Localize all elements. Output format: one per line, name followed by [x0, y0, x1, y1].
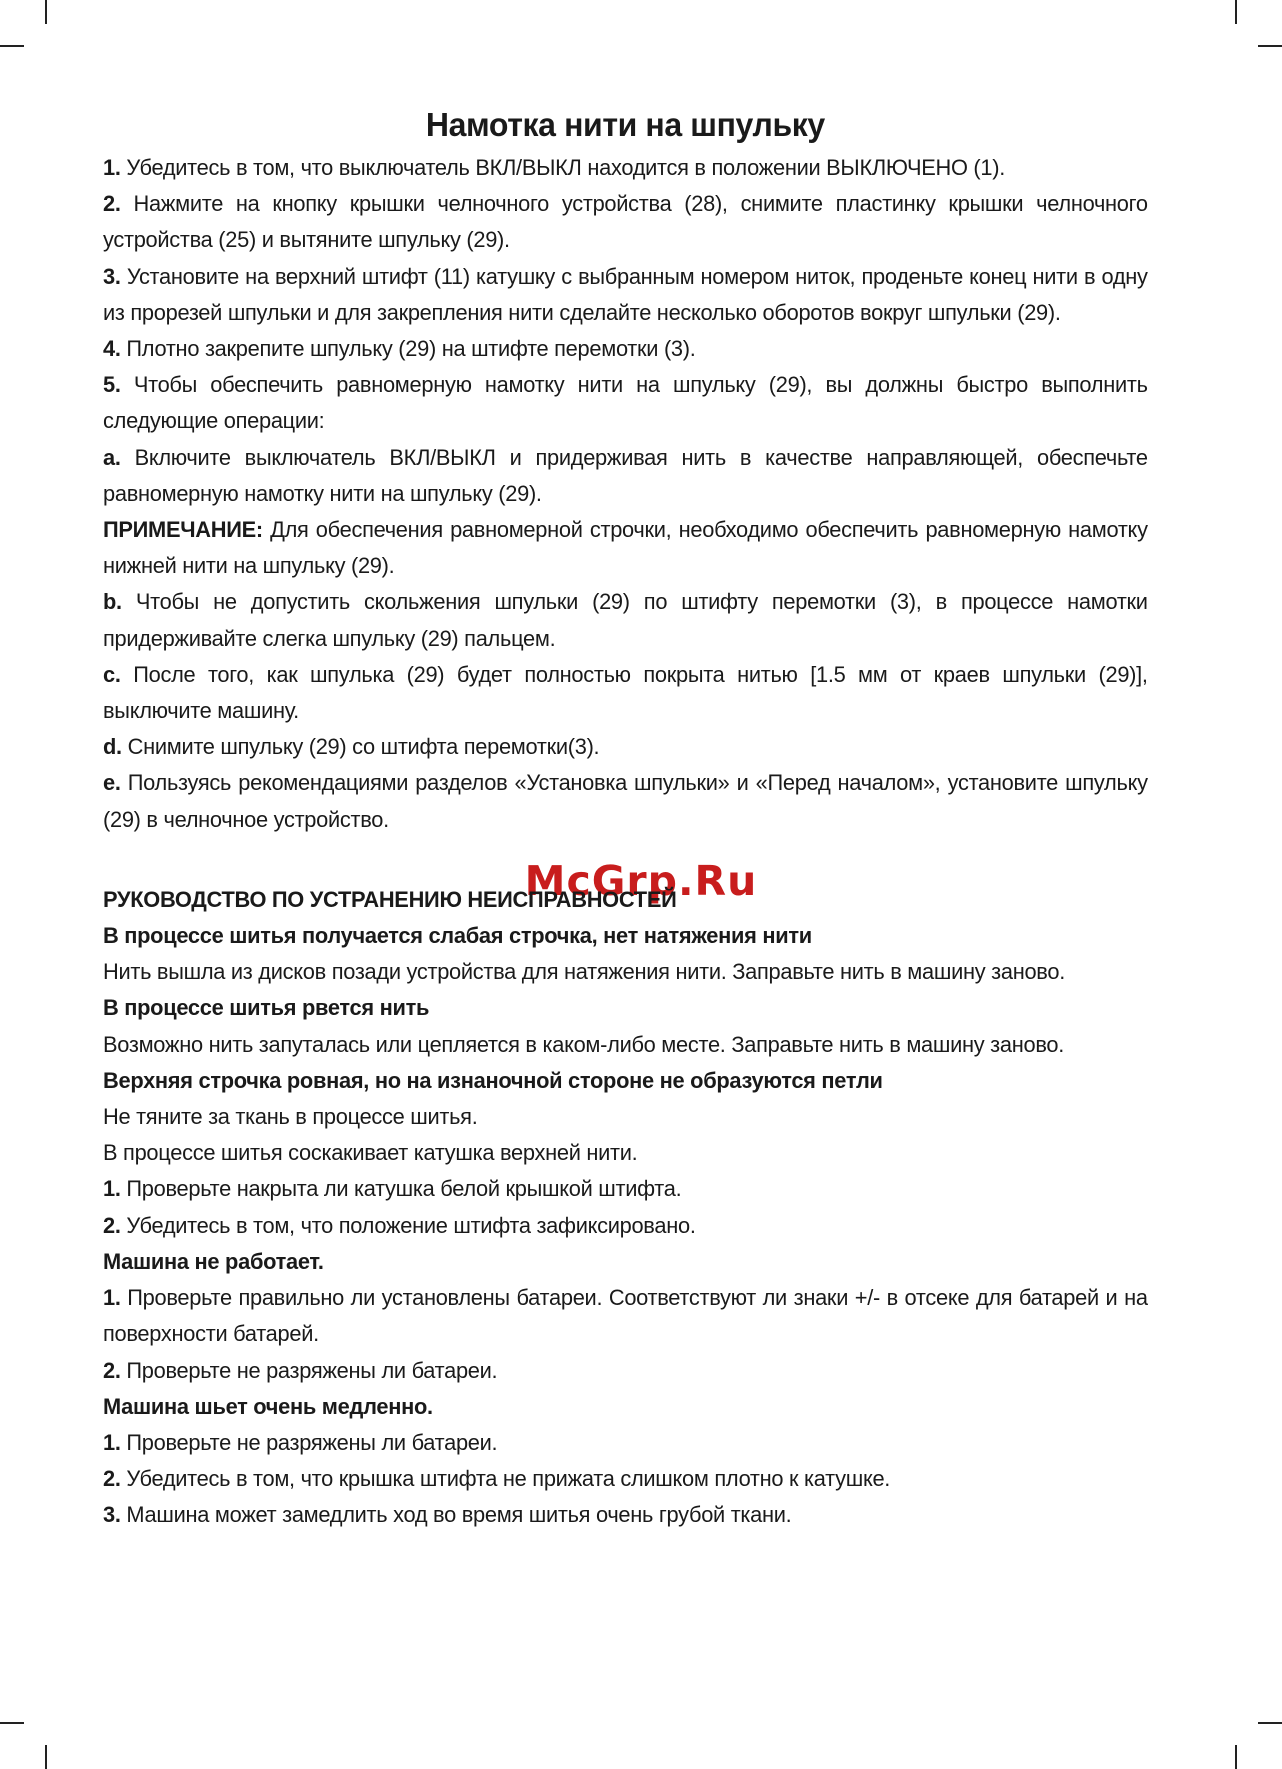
crop-mark — [1258, 45, 1282, 47]
issue-text: Не тяните за ткань в процессе шитья. — [103, 1104, 478, 1130]
item-number: 1. — [103, 155, 121, 180]
bobbin-steps — [103, 150, 1148, 512]
item-text: Пользуясь рекомендациями разделов «Установка шпульки» и «Перед началом», установите шпульку (29) в челночное устройство. — [103, 770, 1148, 832]
watermark: McGrp.Ru — [524, 857, 758, 905]
item-text: Нажмите на кнопку крышки челночного устройства (28), снимите пластинку крышки челночного устройства (25) и вытяните шпульку (29). — [103, 191, 1148, 253]
numbered-item — [103, 1497, 1148, 1533]
crop-mark — [1235, 1745, 1237, 1769]
numbered-item — [103, 1208, 1148, 1244]
issue-text: В процессе шитья соскакивает катушка верхней нити. — [103, 1140, 638, 1166]
numbered-item — [103, 729, 1148, 765]
item-number: a. — [103, 444, 121, 470]
crop-mark — [45, 1745, 47, 1769]
item-text: Чтобы обеспечить равномерную намотку нити на шпульку (29), вы должны быстро выполнить следующие операции: — [103, 372, 1148, 434]
numbered-item — [103, 1280, 1148, 1352]
item-text: Проверьте накрыта ли катушка белой крышкой штифта. — [120, 1176, 682, 1202]
crop-mark — [0, 45, 24, 47]
item-text: Установите на верхний штифт (11) катушку с выбранным номером ниток, проденьте конец нити в одну из прорезей шпульки и для закрепления нити сделайте несколько оборотов вокруг шпульки (29). — [103, 263, 1148, 325]
section-title: РУКОВОДСТВО ПО УСТРАНЕНИЮ НЕИСПРАВНОСТЕЙ — [103, 886, 677, 912]
note-text: Для обеспечения равномерной строчки, необходимо обеспечить равномерную намотку нижней нити на шпульку (29). — [103, 517, 1148, 579]
item-number: 3. — [103, 263, 121, 289]
item-number: 2. — [103, 1212, 121, 1238]
issue-steps — [103, 1425, 1148, 1534]
item-number: 1. — [103, 1176, 121, 1202]
item-text: Включите выключатель ВКЛ/ВЫКЛ и придерживая нить в качестве направляющей, обеспечьте равномерную намотку нити на шпульку (29). — [103, 444, 1148, 506]
item-number: 2. — [103, 1357, 121, 1383]
crop-mark — [1258, 1722, 1282, 1724]
issue-text: Возможно нить запуталась или цепляется в каком-либо месте. Заправьте нить в машину заново. — [103, 1031, 1065, 1057]
numbered-item — [103, 1353, 1148, 1389]
crop-mark — [1235, 0, 1237, 24]
numbered-item — [103, 765, 1148, 837]
item-number: d. — [103, 734, 122, 760]
issue-heading: В процессе шитья получается слабая строчка, нет натяжения нити — [103, 923, 812, 949]
numbered-item — [103, 331, 1148, 367]
page-title: Намотка нити на шпульку — [425, 106, 825, 143]
item-number: 1. — [103, 1429, 121, 1455]
document-body — [103, 100, 1148, 1534]
item-number: 2. — [103, 191, 121, 217]
issue-heading: Машина не работает. — [103, 1248, 324, 1274]
issue-steps — [103, 1280, 1148, 1389]
item-text: Убедитесь в том, что крышка штифта не прижата слишком плотно к катушке. — [120, 1466, 891, 1492]
issue-heading: Верхняя строчка ровная, но на изнаночной стороне не образуются петли — [103, 1067, 883, 1093]
numbered-item — [103, 1425, 1148, 1461]
item-number: 1. — [103, 1285, 121, 1311]
numbered-item — [103, 259, 1148, 331]
numbered-item — [103, 584, 1148, 656]
item-number: 2. — [103, 1466, 121, 1492]
issue-steps — [103, 1171, 1148, 1243]
numbered-item — [103, 1171, 1148, 1207]
item-text: Снимите шпульку (29) со штифта перемотки(3). — [121, 734, 600, 760]
item-number: e. — [103, 770, 121, 796]
item-text: Чтобы не допустить скольжения шпульки (29) по штифту перемотки (3), в процессе намотки придерживайте слегка шпульку (29) пальцем. — [103, 589, 1148, 651]
item-number: 4. — [103, 336, 121, 362]
item-text: Проверьте правильно ли установлены батареи. Соответствуют ли знаки +/- в отсеке для батарей и на поверхности батарей. — [103, 1285, 1148, 1347]
item-text: Убедитесь в том, что положение штифта зафиксировано. — [120, 1212, 696, 1238]
item-number: 5. — [103, 372, 121, 398]
issue-text: Нить вышла из дисков позади устройства для натяжения нити. Заправьте нить в машину заново. — [103, 959, 1065, 985]
item-text: Проверьте не разряжены ли батареи. — [120, 1429, 498, 1455]
numbered-item — [103, 440, 1148, 512]
numbered-item — [103, 657, 1148, 729]
item-text: После того, как шпулька (29) будет полностью покрыта нитью [1.5 мм от краев шпульки (29)], выключите машину. — [103, 661, 1148, 724]
crop-mark — [45, 0, 47, 24]
item-text: Плотно закрепите шпульку (29) на штифте перемотки (3). — [120, 336, 696, 362]
note-label: ПРИМЕЧАНИЕ: — [103, 517, 263, 543]
item-text: Машина может замедлить ход во время шитья очень грубой ткани. — [120, 1502, 792, 1528]
item-text: Проверьте не разряжены ли батареи. — [120, 1357, 498, 1383]
numbered-item — [103, 367, 1148, 439]
issue-heading: В процессе шитья рвется нить — [103, 995, 430, 1021]
item-number: 3. — [103, 1502, 121, 1528]
numbered-item — [103, 150, 1148, 186]
item-text: Убедитесь в том, что выключатель ВКЛ/ВЫКЛ находится в положении ВЫКЛЮЧЕНО (1). — [120, 155, 1005, 180]
item-number: b. — [103, 589, 122, 615]
numbered-item — [103, 1461, 1148, 1497]
item-number: c. — [103, 661, 121, 687]
note-paragraph — [103, 512, 1148, 584]
numbered-item — [103, 186, 1148, 258]
issue-heading: Машина шьет очень медленно. — [103, 1393, 433, 1419]
crop-mark — [0, 1722, 24, 1724]
bobbin-substeps — [103, 584, 1148, 837]
